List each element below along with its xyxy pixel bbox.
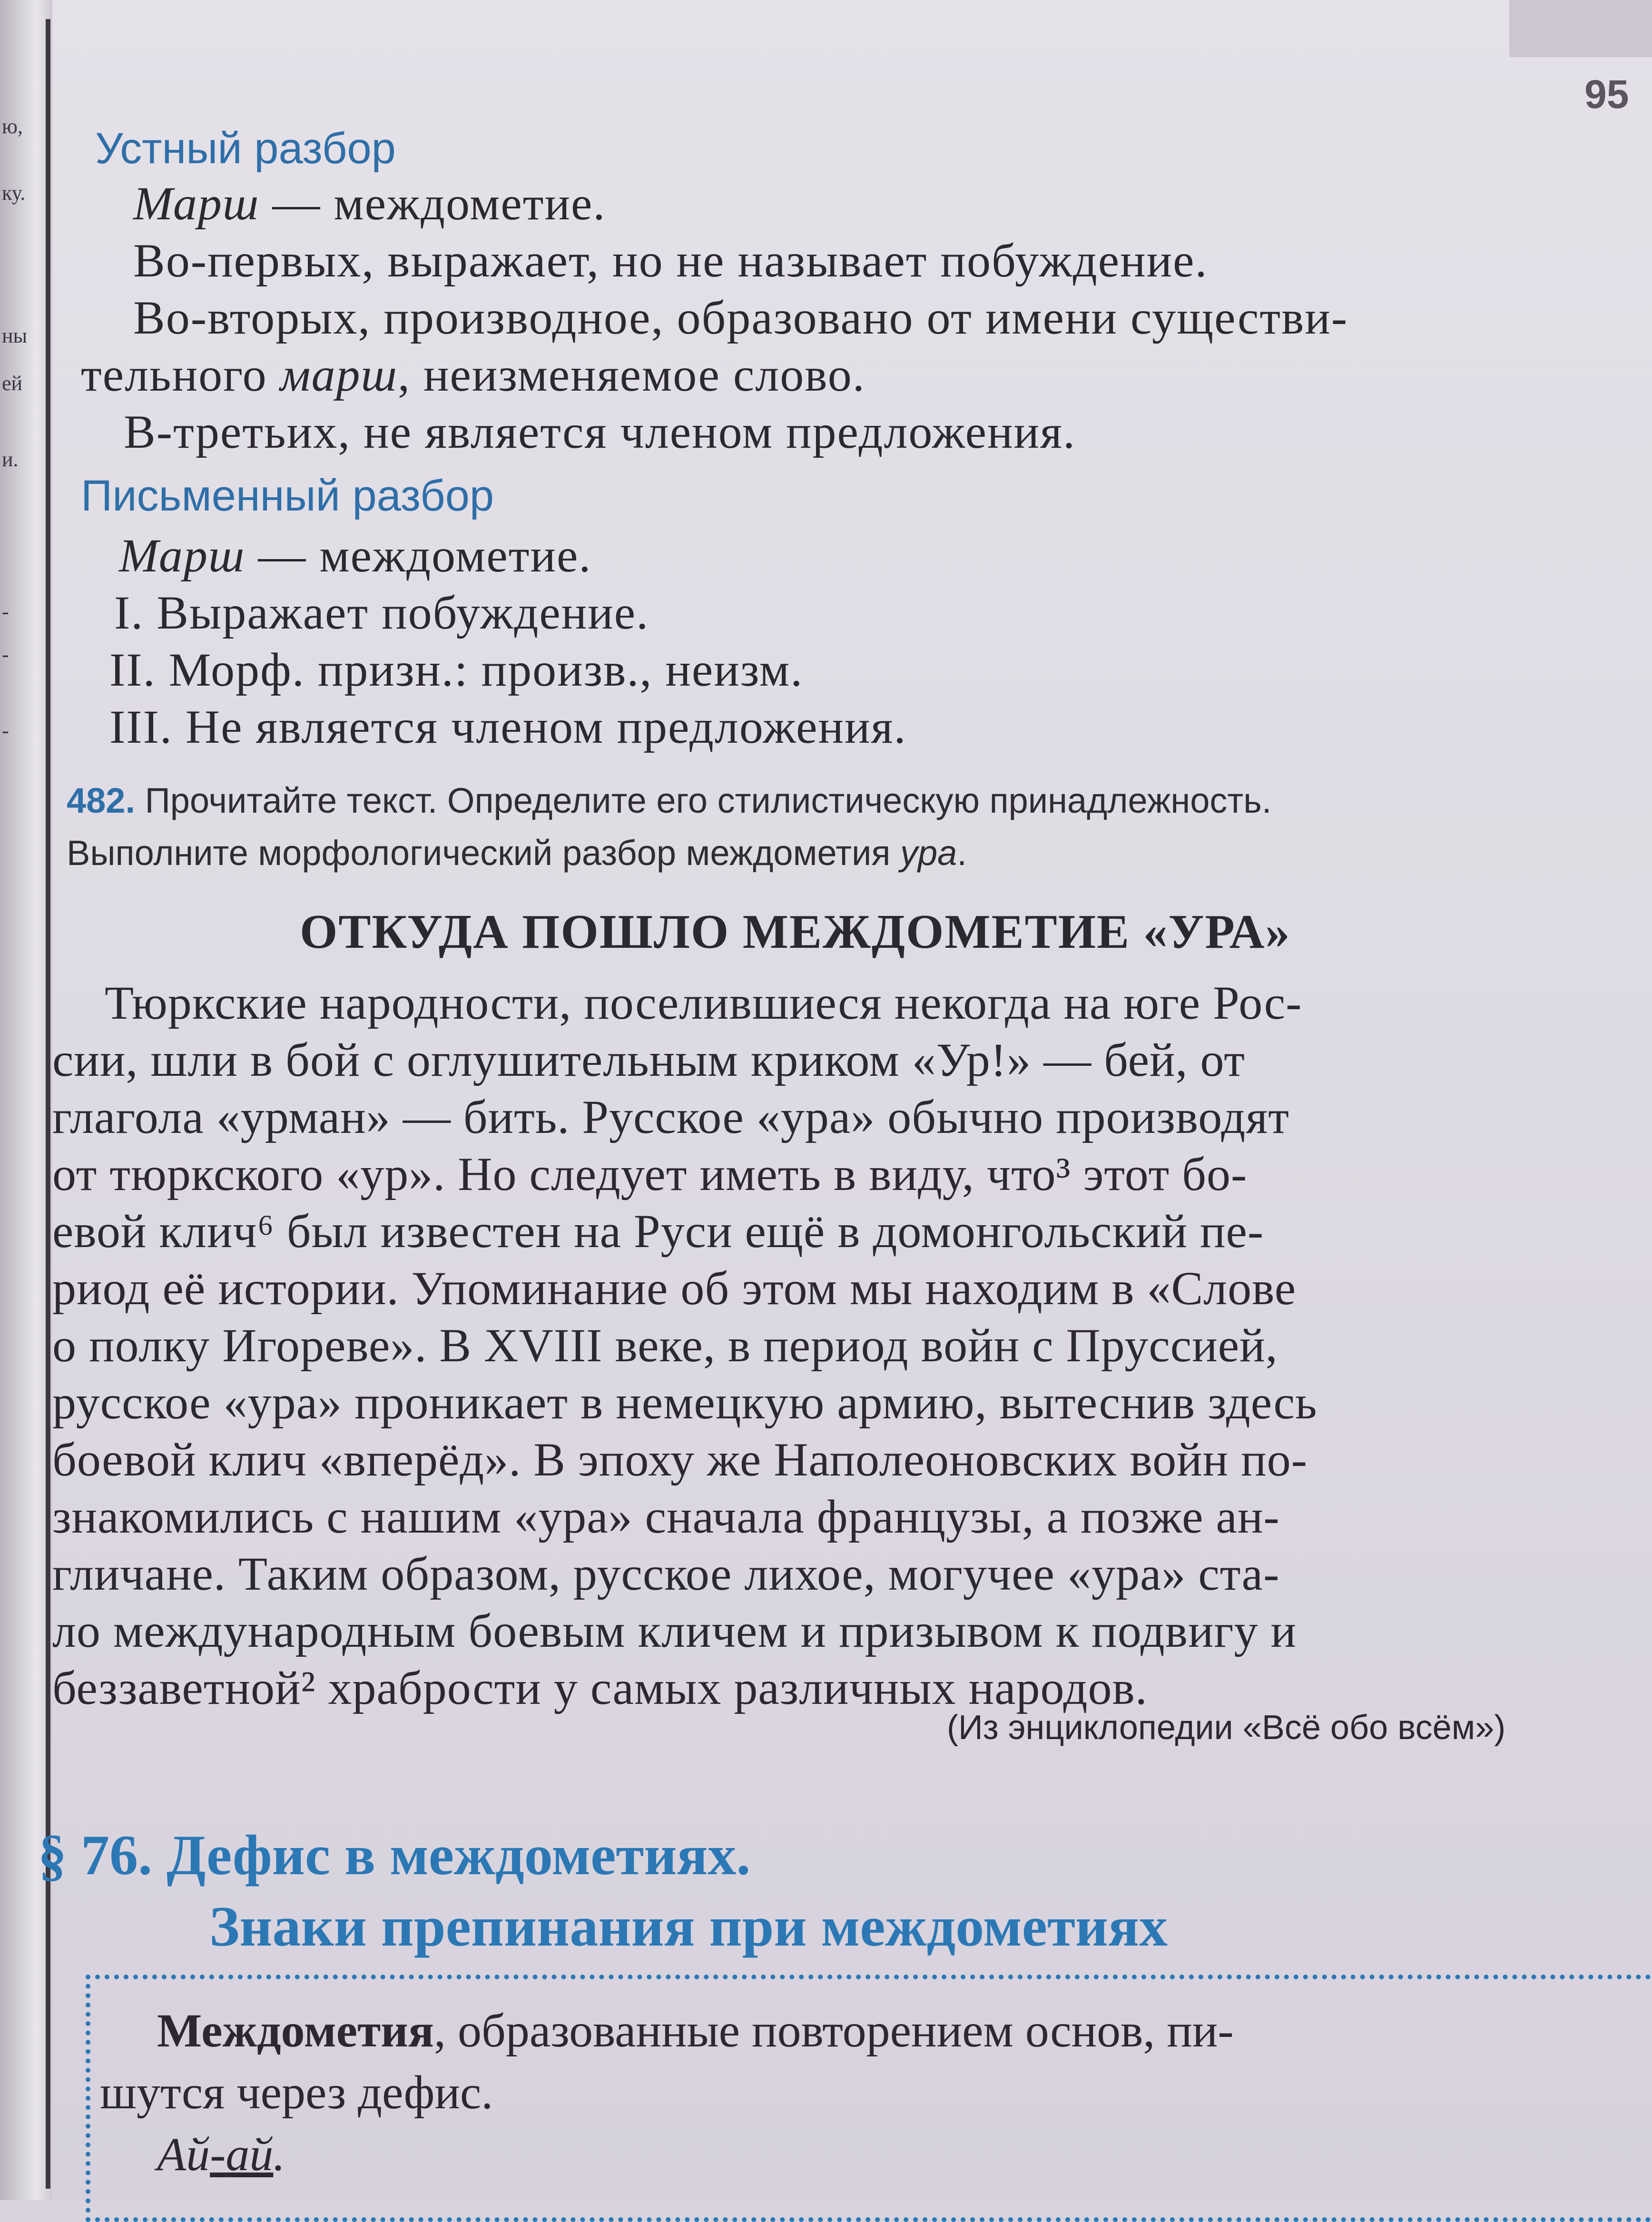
task-example-word: ура <box>900 833 957 873</box>
text-line: Тюркские народности, поселившиеся некогда на юге Рос- <box>105 976 1302 1029</box>
task-text: . <box>957 833 967 873</box>
text-line: русское «ура» проникает в немецкую армию, вытеснив здесь <box>52 1376 1318 1429</box>
section-title-line-2: Знаки препинания при междометиях <box>209 1895 1168 1958</box>
edge-glyph: - <box>2 643 9 666</box>
task-482-line-1 <box>67 780 1271 821</box>
task-text: Прочитайте текст. Определите его стилистическую принадлежность. <box>135 781 1272 820</box>
text-line: гличане. Таким образом, русское лихое, могучее «ура» ста- <box>52 1547 1280 1600</box>
text-line: от тюркского «ур». Но следует иметь в виду, что³ этот бо- <box>52 1148 1248 1200</box>
rule-example-hyphen: - <box>210 2128 226 2181</box>
oral-line-text: , неизменяемое слово. <box>397 348 865 401</box>
oral-line-text: — междометие. <box>259 177 606 230</box>
text-line: боевой клич «вперёд». В эпоху же Наполеоновских войн по- <box>52 1433 1308 1486</box>
task-text: Выполните морфологический разбор междометия <box>67 833 901 873</box>
edge-glyph: ю, <box>2 115 23 138</box>
oral-line-3: Во-вторых, производное, образовано от имени существи- <box>133 291 1348 344</box>
rule-term: Междометия <box>157 2004 434 2057</box>
rule-example <box>157 2127 285 2182</box>
rule-example-part: Ай <box>157 2128 210 2181</box>
text-line: знакомились с нашим «ура» сначала французы, а позже ан- <box>52 1490 1280 1543</box>
section-title-line-1: § 76. Дефис в междометиях. <box>38 1823 751 1887</box>
example-word: Марш <box>133 177 260 230</box>
edge-glyph: и. <box>2 448 19 471</box>
text-line: ло международным боевым кличем и призывом к подвигу и <box>52 1604 1297 1657</box>
text-title: ОТКУДА ПОШЛО МЕЖДОМЕТИЕ «УРА» <box>300 905 1291 959</box>
written-line-3: II. Морф. призн.: произв., неизм. <box>109 643 804 696</box>
text-line: евой клич⁶ был известен на Руси ещё в домонгольский пе- <box>52 1205 1264 1258</box>
oral-line-1 <box>133 176 606 231</box>
written-analysis-heading: Письменный разбор <box>81 472 494 520</box>
text-line: о полку Игореве». В XVIII веке, в период войн с Пруссией, <box>52 1319 1278 1372</box>
edge-glyph: ны <box>2 324 28 347</box>
written-line-1 <box>119 528 591 583</box>
written-line-4: III. Не является членом предложения. <box>109 700 907 753</box>
text-line: риод её истории. Упоминание об этом мы находим в «Слове <box>52 1262 1297 1315</box>
written-line-2: I. Выражает побуждение. <box>114 586 649 639</box>
rule-example-part: . <box>273 2128 285 2181</box>
rule-example-part: ай <box>226 2128 274 2181</box>
page-number: 95 <box>1584 72 1629 117</box>
edge-glyph: ку. <box>2 181 26 205</box>
example-word: Марш <box>119 529 246 582</box>
page-corner <box>1509 0 1652 57</box>
example-word: марш <box>280 348 398 401</box>
textbook-page <box>38 0 1652 2200</box>
text-line: сии, шли в бой с оглушительным криком «Ур!» — бей, от <box>52 1033 1245 1086</box>
rule-text: , образованные повторением основ, пи- <box>433 2004 1234 2057</box>
oral-line-5: В-третьих, не является членом предложения. <box>124 405 1076 458</box>
edge-glyph: - <box>2 719 9 742</box>
text-line: глагола «урман» — бить. Русское «ура» обычно производят <box>52 1091 1289 1143</box>
written-line-text: — междометие. <box>245 529 592 582</box>
oral-line-text: тельного <box>81 348 280 401</box>
rule-line-1 <box>157 2003 1234 2058</box>
text-line: беззаветной² храбрости у самых различных народов. <box>52 1662 1148 1714</box>
edge-glyph: ей <box>2 372 23 395</box>
edge-glyph: - <box>2 600 9 623</box>
task-482-line-2 <box>67 833 967 873</box>
oral-analysis-heading: Устный разбор <box>95 124 396 173</box>
oral-line-4 <box>81 347 865 402</box>
text-source: (Из энциклопедии «Всё обо всём») <box>947 1709 1506 1747</box>
oral-line-2: Во-первых, выражает, но не называет побуждение. <box>133 234 1208 287</box>
rule-line-2: шутся через дефис. <box>100 2066 493 2119</box>
task-number: 482. <box>67 781 136 820</box>
